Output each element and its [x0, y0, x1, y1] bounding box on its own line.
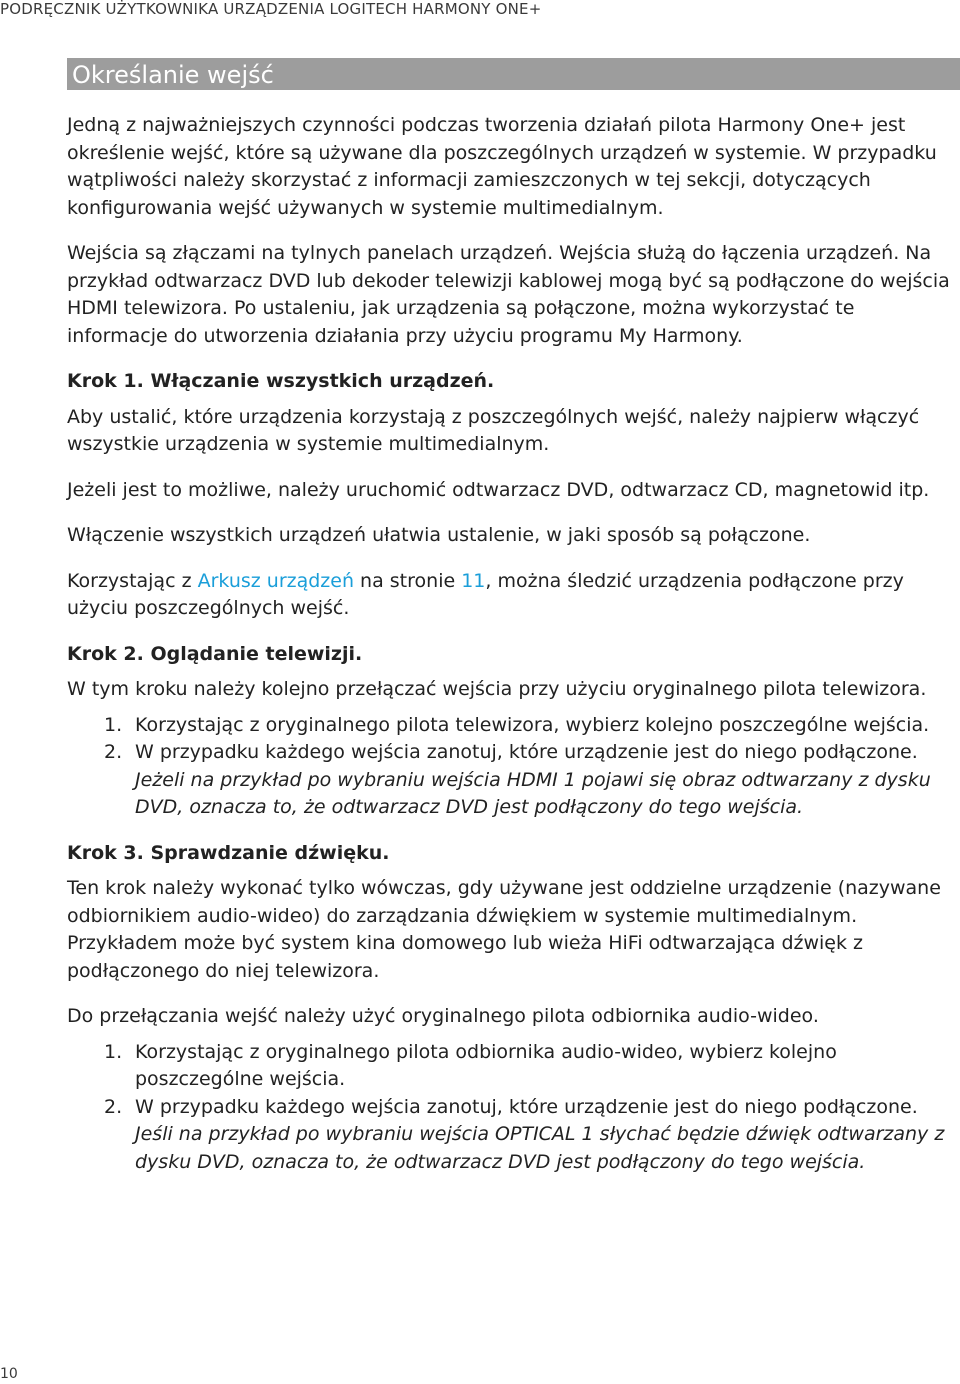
list-item-text: Korzystając z oryginalnego pilota telewizora, wybierz kolejno poszczególne wejścia.	[135, 713, 930, 736]
section-title: Określanie wejść	[72, 61, 274, 89]
step-3-paragraph-1: Ten krok należy wykonać tylko wówczas, gdy używane jest oddzielne urządzenie (nazywane odbiornikiem audio-wideo) do zarządzania dźwiękiem w systemie multimedialnym. Przykładem może być system kina domowego lub wieża HiFi odtwarzająca dźwięk z podłączonego do niej telewizora.	[67, 877, 941, 982]
list-number: 2.	[104, 741, 123, 763]
list-item	[67, 712, 960, 740]
step-1-paragraph-4	[67, 568, 960, 623]
step-1-paragraph-3: Włączenie wszystkich urządzeń ułatwia ustalenie, w jaki sposób są połączone.	[67, 524, 811, 546]
step-3-list	[67, 1039, 960, 1177]
section-title-bar	[67, 58, 960, 90]
step-3-paragraph-2: Do przełączania wejść należy użyć oryginalnego pilota odbiornika audio-wideo.	[67, 1005, 819, 1027]
list-item	[67, 1039, 960, 1094]
page-reference-link[interactable]: 11	[461, 569, 486, 592]
p4-text-before: Korzystając z	[67, 569, 198, 592]
device-sheet-link[interactable]: Arkusz urządzeń	[197, 569, 355, 592]
running-header: PODRĘCZNIK UŻYTKOWNIKA URZĄDZENIA LOGITECH HARMONY ONE+	[0, 0, 542, 18]
list-item	[67, 1094, 960, 1177]
intro-paragraph-1: Jedną z najważniejszych czynności podczas tworzenia działań pilota Harmony One+ jest określenie wejść, które są używane dla poszczególnych urządzeń w systemie. W przypadku wątpliwości należy skorzystać z informacji zamieszczonych w tej sekcji, dotyczących konfigurowania wejść używanych w systemie multimedialnym.	[67, 114, 937, 219]
intro-paragraph-2: Wejścia są złączami na tylnych panelach urządzeń. Wejścia służą do łączenia urządzeń. Na przykład odtwarzacz DVD lub dekoder telewizji kablowej mogą być są podłączone do wejścia HDMI telewizora. Po ustaleniu, jak urządzenia są połączone, można wykorzystać te informacje do utworzenia działania przy użyciu programu My Harmony.	[67, 242, 950, 347]
p4-text-after: , można śledzić urządzenia podłączone przy użyciu poszczególnych wejść.	[67, 569, 904, 619]
p4-text-middle: na stronie	[354, 569, 462, 592]
list-item-text: W przypadku każdego wejścia zanotuj, które urządzenie jest do niego podłączone.	[135, 1095, 918, 1118]
list-item	[67, 739, 960, 822]
step-2-heading: Krok 2. Oglądanie telewizji.	[67, 642, 363, 665]
step-1-paragraph-2: Jeżeli jest to możliwe, należy uruchomić odtwarzacz DVD, odtwarzacz CD, magnetowid itp.	[67, 478, 930, 501]
list-item-text: W przypadku każdego wejścia zanotuj, które urządzenie jest do niego podłączone.	[135, 741, 918, 763]
list-item-example: Jeśli na przykład po wybraniu wejścia OPTICAL 1 słychać będzie dźwięk odtwarzany z dysku DVD, oznacza to, że odtwarzacz DVD jest podłączony do tego wejścia.	[135, 1123, 945, 1173]
list-number: 1.	[104, 1040, 123, 1063]
step-3-heading: Krok 3. Sprawdzanie dźwięku.	[67, 841, 390, 864]
list-item-example: Jeżeli na przykład po wybraniu wejścia HDMI 1 pojawi się obraz odtwarzany z dysku DVD, oznacza to, że odtwarzacz DVD jest podłączony do tego wejścia.	[135, 768, 931, 818]
step-2-list	[67, 712, 960, 822]
page-content	[67, 112, 960, 1176]
step-2-paragraph-1: W tym kroku należy kolejno przełączać wejścia przy użyciu oryginalnego pilota telewizora.	[67, 678, 927, 700]
page-number: 10	[0, 1366, 18, 1382]
list-item-text: Korzystając z oryginalnego pilota odbiornika audio-wideo, wybierz kolejno poszczególne wejścia.	[135, 1040, 837, 1090]
list-number: 2.	[104, 1095, 123, 1118]
step-1-paragraph-1: Aby ustalić, które urządzenia korzystają z poszczególnych wejść, należy najpierw włączyć wszystkie urządzenia w systemie multimedialnym.	[67, 405, 920, 455]
step-1-heading: Krok 1. Włączanie wszystkich urządzeń.	[67, 370, 495, 392]
list-number: 1.	[104, 713, 123, 736]
